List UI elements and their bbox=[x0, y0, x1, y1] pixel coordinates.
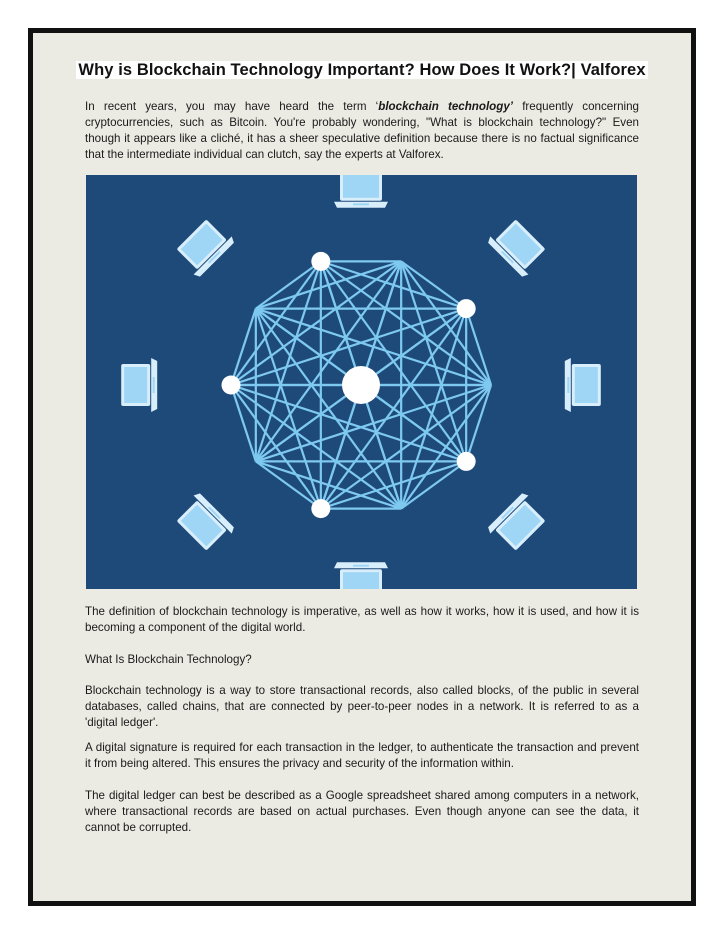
laptop-icon bbox=[486, 491, 550, 555]
paragraph-digital-signature: A digital signature is required for each transaction in the ledger, to authenticate the transaction and prevent it from being altered. This ensures the privacy and security of the information within. bbox=[85, 741, 639, 770]
network-link bbox=[256, 261, 321, 308]
intro-after: frequently concerning cryptocurrencies, such as Bitcoin. You're probably wondering, "What is blockchain technology?" Even though it appears like a cliché, it has a sheer speculative definition because there is no factual significance that the intermediate individual can clutch, say the experts at Valforex. bbox=[85, 100, 639, 161]
network-link bbox=[256, 309, 321, 509]
intro-term: blockchain technology’ bbox=[378, 100, 514, 113]
network-node bbox=[457, 299, 476, 318]
blockchain-network-illustration bbox=[86, 175, 637, 589]
central-node bbox=[342, 366, 380, 404]
network-node bbox=[457, 452, 476, 471]
section-heading-what-is: What Is Blockchain Technology? bbox=[85, 653, 252, 666]
paragraph-definition: The definition of blockchain technology is imperative, as well as how it works, how it is used, and how it is becoming a component of the digital world. bbox=[85, 605, 639, 634]
network-node bbox=[311, 499, 330, 518]
laptop-icon bbox=[172, 215, 236, 279]
intro-paragraph bbox=[85, 99, 639, 163]
network-link bbox=[401, 261, 466, 308]
paragraph-blockchain-description: Blockchain technology is a way to store transactional records, also called blocks, of the public in several databases, called chains, that are connected by peer-to-peer nodes in a network. It is referred to as a 'digital ledger'. bbox=[85, 684, 639, 729]
network-link bbox=[466, 309, 491, 385]
network-link bbox=[231, 385, 256, 461]
laptop-icon bbox=[565, 358, 601, 412]
network-link bbox=[231, 309, 256, 385]
document-title-text: Why is Blockchain Technology Important? How Does It Work?| Valforex bbox=[78, 61, 646, 79]
network-link bbox=[401, 461, 466, 508]
network-node bbox=[222, 376, 241, 395]
network-link bbox=[256, 461, 321, 508]
laptop-icon bbox=[486, 215, 550, 279]
paragraph-digital-ledger: The digital ledger can best be described as a Google spreadsheet shared among computers in a network, where transactional records are based on actual purchases. Even though anyone can see the data, it cannot be corrupted. bbox=[85, 789, 639, 834]
laptop-icon bbox=[121, 358, 157, 412]
laptop-icon bbox=[334, 562, 388, 589]
document-title bbox=[33, 61, 691, 80]
laptop-icon bbox=[334, 175, 388, 208]
intro-before: In recent years, you may have heard the term ‘ bbox=[85, 100, 379, 113]
laptop-icon bbox=[172, 491, 236, 555]
network-graph bbox=[86, 175, 637, 589]
network-node bbox=[311, 252, 330, 271]
network-link bbox=[466, 385, 491, 461]
document-page bbox=[28, 28, 696, 906]
